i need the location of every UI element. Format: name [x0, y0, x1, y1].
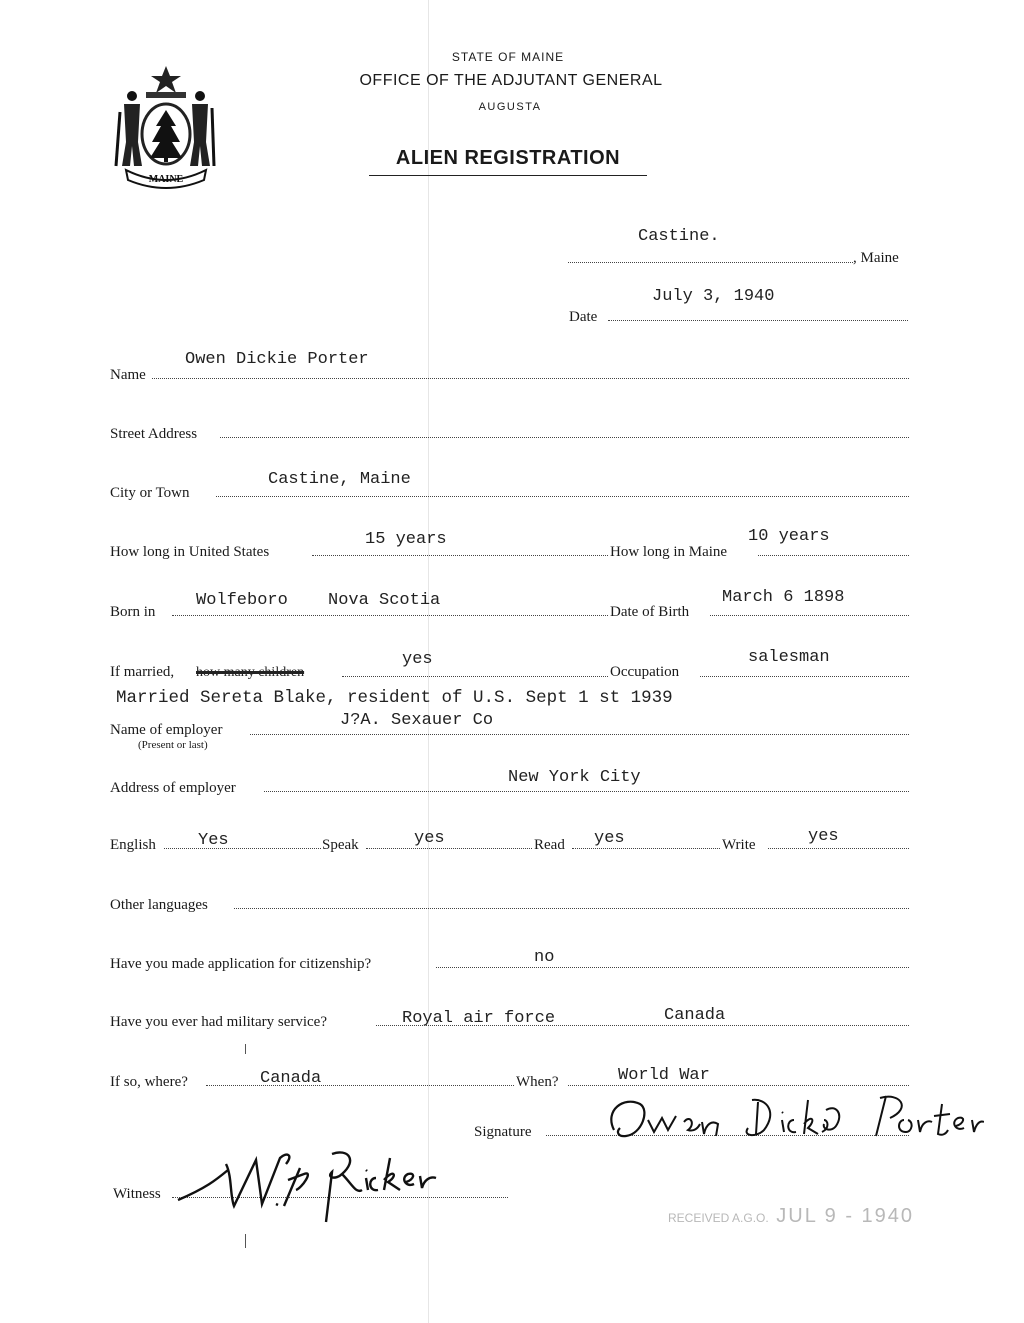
- occupation-line: [700, 676, 909, 677]
- military-value: Royal air force: [402, 1009, 556, 1028]
- name-value: Owen Dickie Porter: [185, 350, 369, 369]
- write-value: yes: [808, 827, 839, 846]
- signature-label: Signature: [474, 1124, 532, 1140]
- speak-line: [366, 848, 532, 849]
- married-line: [342, 676, 608, 677]
- scan-mark: [245, 1044, 246, 1054]
- header-city: AUGUSTA: [478, 101, 542, 113]
- speak-label: Speak: [322, 837, 359, 853]
- city-label: City or Town: [110, 485, 190, 501]
- other-languages-line: [234, 908, 909, 909]
- date-line: [608, 320, 908, 321]
- born-in-line: [172, 615, 608, 616]
- received-stamp: [668, 1205, 914, 1228]
- read-label: Read: [534, 837, 565, 853]
- occupation-value: salesman: [748, 648, 830, 667]
- date-label: Date: [569, 309, 598, 325]
- when-label: When?: [516, 1074, 559, 1090]
- born-city-value: Wolfeboro: [196, 591, 288, 610]
- witness-label: Witness: [113, 1186, 161, 1202]
- if-married-label: If married,: [110, 664, 175, 680]
- born-province-value: Nova Scotia: [328, 591, 441, 610]
- header-office: OFFICE OF THE ADJUTANT GENERAL: [359, 72, 663, 89]
- applicant-signature: [604, 1090, 984, 1146]
- how-long-us-value: 15 years: [365, 530, 447, 549]
- military-value-2: Canada: [664, 1006, 726, 1025]
- occupation-label: Occupation: [610, 664, 680, 680]
- marriage-note: Married Sereta Blake, resident of U.S. Sept 1 st 1939: [116, 688, 673, 708]
- location-line: [568, 262, 853, 263]
- seal-banner-text: MAINE: [148, 174, 184, 185]
- military-line: [376, 1025, 909, 1026]
- speak-value: yes: [414, 829, 445, 848]
- stamp-received: RECEIVED A.G.O.: [668, 1211, 769, 1225]
- how-long-maine-value: 10 years: [748, 527, 830, 546]
- city-value: Castine, Maine: [268, 470, 411, 489]
- english-label: English: [110, 837, 156, 853]
- location-suffix: , Maine: [853, 250, 899, 266]
- street-address-line: [220, 437, 909, 438]
- where-label: If so, where?: [110, 1074, 188, 1090]
- read-value: yes: [594, 829, 625, 848]
- name-line: [152, 378, 909, 379]
- employer-label: Name of employer: [110, 722, 223, 738]
- write-label: Write: [722, 837, 756, 853]
- other-languages-label: Other languages: [110, 897, 208, 913]
- how-long-maine-label: How long in Maine: [610, 544, 728, 560]
- witness-signature: [176, 1140, 440, 1230]
- where-line: [206, 1085, 514, 1086]
- maine-state-seal-icon: [110, 62, 222, 190]
- english-line: [164, 848, 321, 849]
- when-value: World War: [618, 1066, 710, 1085]
- employer-address-label: Address of employer: [110, 780, 236, 796]
- employer-address-value: New York City: [508, 768, 641, 787]
- citizenship-value: no: [534, 948, 555, 967]
- english-value: Yes: [198, 831, 229, 850]
- city-line: [216, 496, 909, 497]
- location-value: Castine.: [638, 227, 720, 246]
- scan-mark: [245, 1234, 246, 1248]
- dob-value: March 6 1898: [722, 588, 845, 607]
- street-address-label: Street Address: [110, 426, 198, 442]
- title-underline: [369, 175, 647, 176]
- how-long-us-line: [312, 555, 608, 556]
- citizenship-line: [436, 967, 909, 968]
- how-long-maine-line: [758, 555, 909, 556]
- write-line: [768, 848, 909, 849]
- employer-value: J?A. Sexauer Co: [340, 711, 494, 730]
- name-label: Name: [110, 367, 146, 383]
- where-value: Canada: [260, 1069, 322, 1088]
- employer-sublabel: (Present or last): [138, 739, 208, 751]
- struck-children-text: how many children: [196, 665, 305, 680]
- read-line: [572, 848, 720, 849]
- military-label: Have you ever had military service?: [110, 1014, 327, 1030]
- form-title: ALIEN REGISTRATION: [395, 147, 621, 169]
- employer-address-line: [264, 791, 909, 792]
- header-state: STATE OF MAINE: [451, 50, 565, 64]
- stamp-date: JUL 9 - 1940: [776, 1205, 915, 1227]
- date-value: July 3, 1940: [652, 287, 775, 306]
- born-in-label: Born in: [110, 604, 156, 620]
- citizenship-label: Have you made application for citizenship?: [110, 956, 372, 972]
- how-long-us-label: How long in United States: [110, 544, 270, 560]
- married-value: yes: [402, 650, 433, 669]
- dob-label: Date of Birth: [610, 604, 690, 620]
- dob-line: [710, 615, 909, 616]
- employer-line: [250, 734, 909, 735]
- when-line: [568, 1085, 909, 1086]
